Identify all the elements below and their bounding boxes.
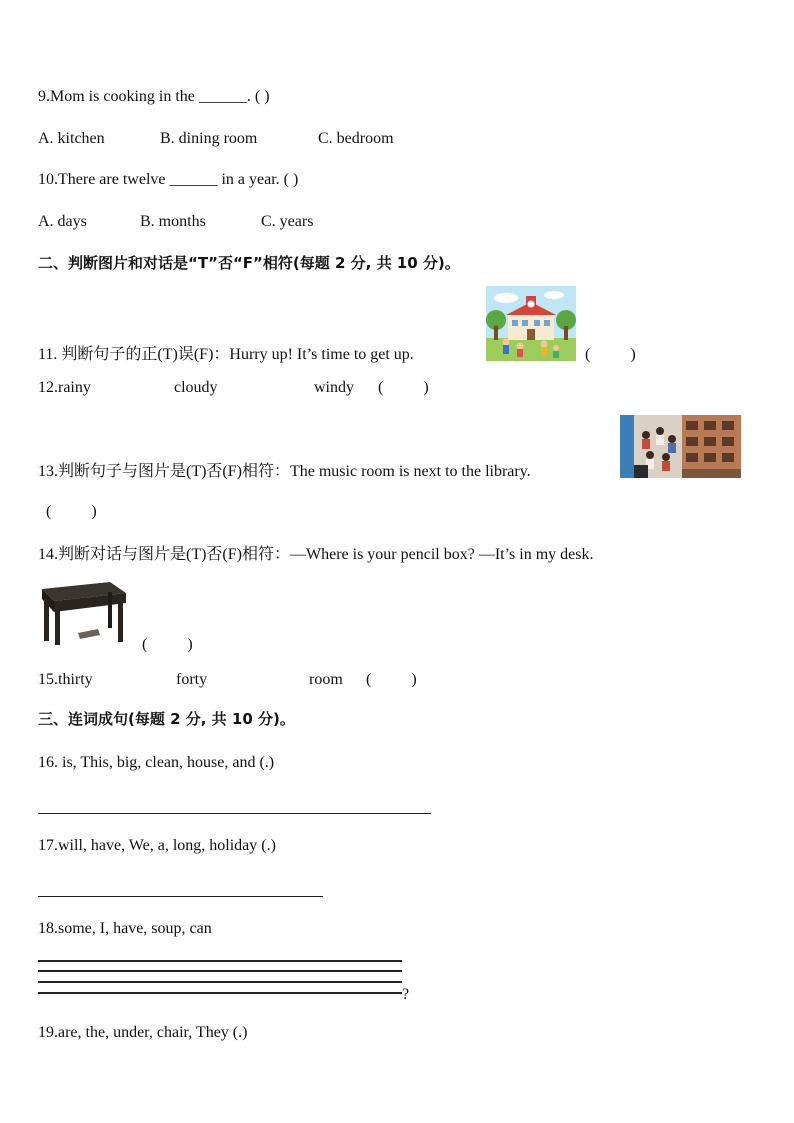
section-3-heading: 三、连词成句(每题 2 分, 共 10 分)。 [38, 710, 295, 728]
option-b: B. months [140, 213, 206, 230]
option-a: A. kitchen [38, 130, 105, 147]
answer-paren[interactable]: ( ) [366, 671, 417, 688]
answer-paren[interactable]: ( ) [585, 346, 636, 363]
question-11: 11. 判断句子的正(T)误(F)：Hurry up! It’s time to get up. [38, 346, 414, 363]
question-10: 10.There are twelve ______ in a year. ( ) [38, 171, 299, 188]
school-picture [486, 286, 576, 361]
question-13: 13.判断句子与图片是(T)否(F)相符：The music room is next to the library. [38, 463, 531, 480]
answer-paren[interactable]: ( ) [142, 636, 193, 653]
question-17: 17.will, have, We, a, long, holiday (.) [38, 837, 276, 854]
answer-paren[interactable]: ( ) [378, 379, 429, 396]
answer-line[interactable] [38, 813, 431, 814]
answer-line[interactable] [38, 970, 402, 972]
question-16: 16. is, This, big, clean, house, and (.) [38, 754, 275, 771]
answer-line[interactable] [38, 960, 402, 962]
music-room-picture [620, 415, 741, 478]
answer-paren[interactable]: ( ) [46, 503, 97, 520]
question-9: 9.Mom is cooking in the ______. ( ) [38, 88, 270, 105]
question-mark: ? [402, 986, 410, 1003]
section-2-heading: 二、判断图片和对话是“T”否“F”相符(每题 2 分, 共 10 分)。 [38, 254, 460, 272]
question-18: 18.some, I, have, soup, can [38, 920, 212, 937]
desk-picture [40, 579, 128, 647]
option-a: A. days [38, 213, 87, 230]
word-1: 12.rainy [38, 379, 91, 396]
answer-line[interactable] [38, 981, 402, 983]
option-c: C. bedroom [318, 130, 394, 147]
word-1: 15.thirty [38, 671, 93, 688]
option-b: B. dining room [160, 130, 258, 147]
word-3: windy [314, 379, 354, 396]
answer-line[interactable] [38, 896, 323, 897]
option-c: C. years [261, 213, 314, 230]
word-2: cloudy [174, 379, 218, 396]
word-2: forty [176, 671, 208, 688]
question-14: 14.判断对话与图片是(T)否(F)相符：—Where is your pencil box? —It’s in my desk. [38, 546, 594, 563]
question-19: 19.are, the, under, chair, They (.) [38, 1024, 248, 1041]
answer-line[interactable] [38, 992, 402, 994]
word-3: room [309, 671, 343, 688]
